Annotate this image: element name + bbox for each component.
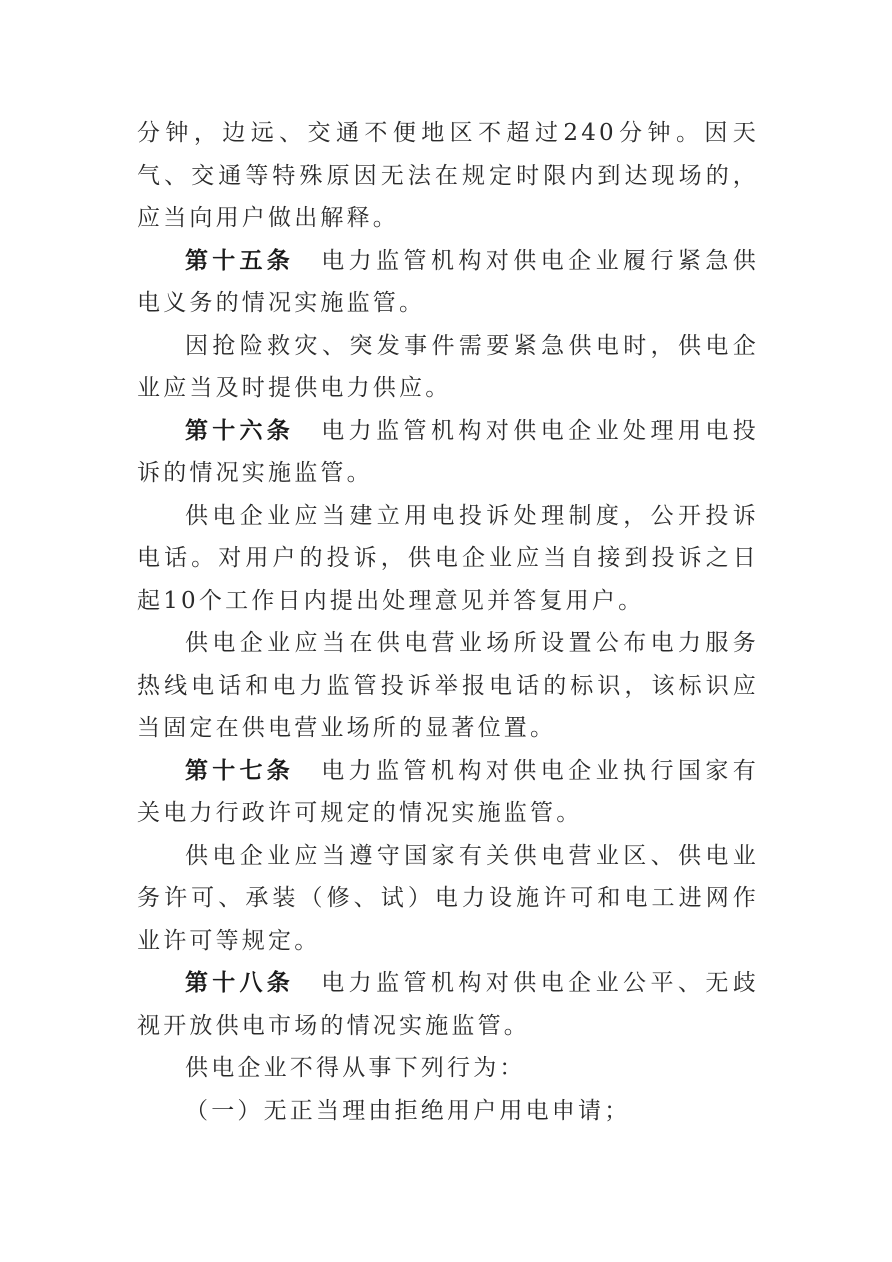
article-number: 第十七条 xyxy=(185,757,294,784)
body-paragraph xyxy=(137,495,759,623)
article-number: 第十八条 xyxy=(185,970,294,996)
paragraph-text: 因抢险救灾、突发事件需要紧急供电时，供电企业应当及时提供电力供应。 xyxy=(137,332,759,401)
article-16-paragraph xyxy=(137,410,759,495)
paragraph-continuation xyxy=(137,112,759,240)
article-18-paragraph xyxy=(137,962,759,1047)
body-paragraph xyxy=(137,835,759,963)
article-number: 第十六条 xyxy=(185,417,294,444)
paragraph-text: 供电企业不得从事下列行为： xyxy=(185,1055,526,1081)
body-paragraph xyxy=(137,325,759,410)
paragraph-text: 电力监管机构对供电企业公平、无歧视开放供电市场的情况实施监管。 xyxy=(137,970,760,1039)
article-17-paragraph xyxy=(137,750,759,835)
body-paragraph xyxy=(137,622,759,750)
list-item xyxy=(137,1090,759,1133)
paragraph-text: 供电企业应当建立用电投诉处理制度，公开投诉电话。对用户的投诉，供电企业应当自接到投诉之日起10个工作日内提出处理意见并答复用户。 xyxy=(137,502,759,614)
article-15-paragraph xyxy=(137,240,759,325)
list-item-text: （一）无正当理由拒绝用户用电申请； xyxy=(185,1097,631,1124)
document-body xyxy=(137,112,759,1132)
paragraph-text: 分钟，边远、交通不便地区不超过240分钟。因天气、交通等特殊原因无法在规定时限内到达现场的，应当向用户做出解释。 xyxy=(137,120,759,231)
paragraph-text: 供电企业应当遵守国家有关供电营业区、供电业务许可、承装（修、试）电力设施许可和电工进网作业许可等规定。 xyxy=(137,842,759,954)
paragraph-text: 电力监管机构对供电企业处理用电投诉的情况实施监管。 xyxy=(137,417,760,486)
article-number: 第十五条 xyxy=(185,247,294,274)
paragraph-text: 供电企业应当在供电营业场所设置公布电力服务热线电话和电力监管投诉举报电话的标识，该标识应当固定在供电营业场所的显著位置。 xyxy=(137,630,759,741)
body-paragraph xyxy=(137,1047,759,1090)
paragraph-text: 电力监管机构对供电企业执行国家有关电力行政许可规定的情况实施监管。 xyxy=(137,757,760,826)
paragraph-text: 电力监管机构对供电企业履行紧急供电义务的情况实施监管。 xyxy=(137,247,760,316)
